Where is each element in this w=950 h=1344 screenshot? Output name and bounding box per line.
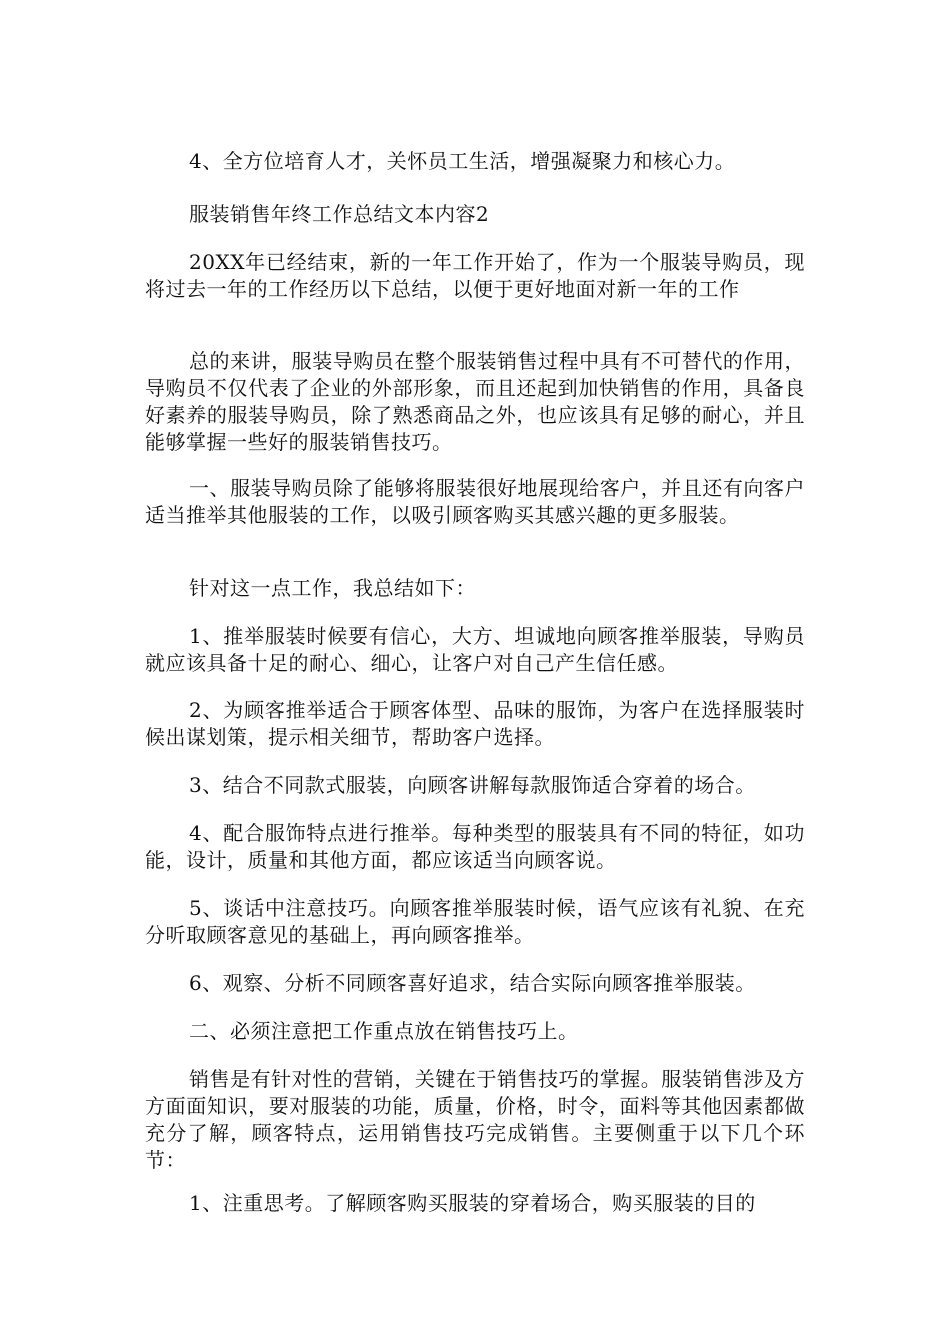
list-item-think: 1、注重思考。了解顾客购买服装的穿着场合，购买服装的目的 (189, 1191, 756, 1215)
list-item-4: 4、配合服饰特点进行推举。每种类型的服装具有不同的特征，如功能，设计，质量和其他方面，都应该适当向顾客说。 (145, 821, 805, 872)
paragraph-sales-skills: 销售是有针对性的营销，关键在于销售技巧的掌握。服装销售涉及方方面面知识，要对服装的功能，质量，价格，时令，面料等其他因素都做充分了解，顾客特点，运用销售技巧完成销售。主要侧重于以下几个环节： (145, 1067, 805, 1172)
list-item-6: 6、观察、分析不同顾客喜好追求，结合实际向顾客推举服装。 (189, 971, 756, 995)
paragraph-overview: 总的来讲，服装导购员在整个服装销售过程中具有不可替代的作用，导购员不仅代表了企业的外部形象，而且还起到加快销售的作用，具备良好素养的服装导购员，除了熟悉商品之外，也应该具有足够的耐心，并且能够掌握一些好的服装销售技巧。 (145, 349, 805, 454)
list-item-5: 5、谈话中注意技巧。向顾客推举服装时候，语气应该有礼貌、在充分听取顾客意见的基础上，再向顾客推举。 (145, 896, 805, 947)
list-item-3: 3、结合不同款式服装，向顾客讲解每款服饰适合穿着的场合。 (189, 773, 756, 797)
paragraph-talent: 4、全方位培育人才，关怀员工生活，增强凝聚力和核心力。 (189, 149, 736, 173)
paragraph-intro: 20XX年已经结束，新的一年工作开始了，作为一个服装导购员，现将过去一年的工作经历以下总结，以便于更好地面对新一年的工作 (145, 250, 805, 301)
document-page (145, 0, 805, 1344)
section-heading: 服装销售年终工作总结文本内容2 (189, 202, 490, 226)
paragraph-point-two: 二、必须注意把工作重点放在销售技巧上。 (189, 1019, 579, 1043)
paragraph-summary-intro: 针对这一点工作，我总结如下： (189, 576, 476, 600)
list-item-2: 2、为顾客推举适合于顾客体型、品味的服饰，为客户在选择服装时候出谋划策，提示相关细节，帮助客户选择。 (145, 698, 805, 749)
paragraph-point-one: 一、服装导购员除了能够将服装很好地展现给客户，并且还有向客户适当推举其他服装的工作，以吸引顾客购买其感兴趣的更多服装。 (145, 476, 805, 527)
list-item-1: 1、推举服装时候要有信心，大方、坦诚地向顾客推举服装，导购员就应该具备十足的耐心、细心，让客户对自己产生信任感。 (145, 624, 805, 675)
